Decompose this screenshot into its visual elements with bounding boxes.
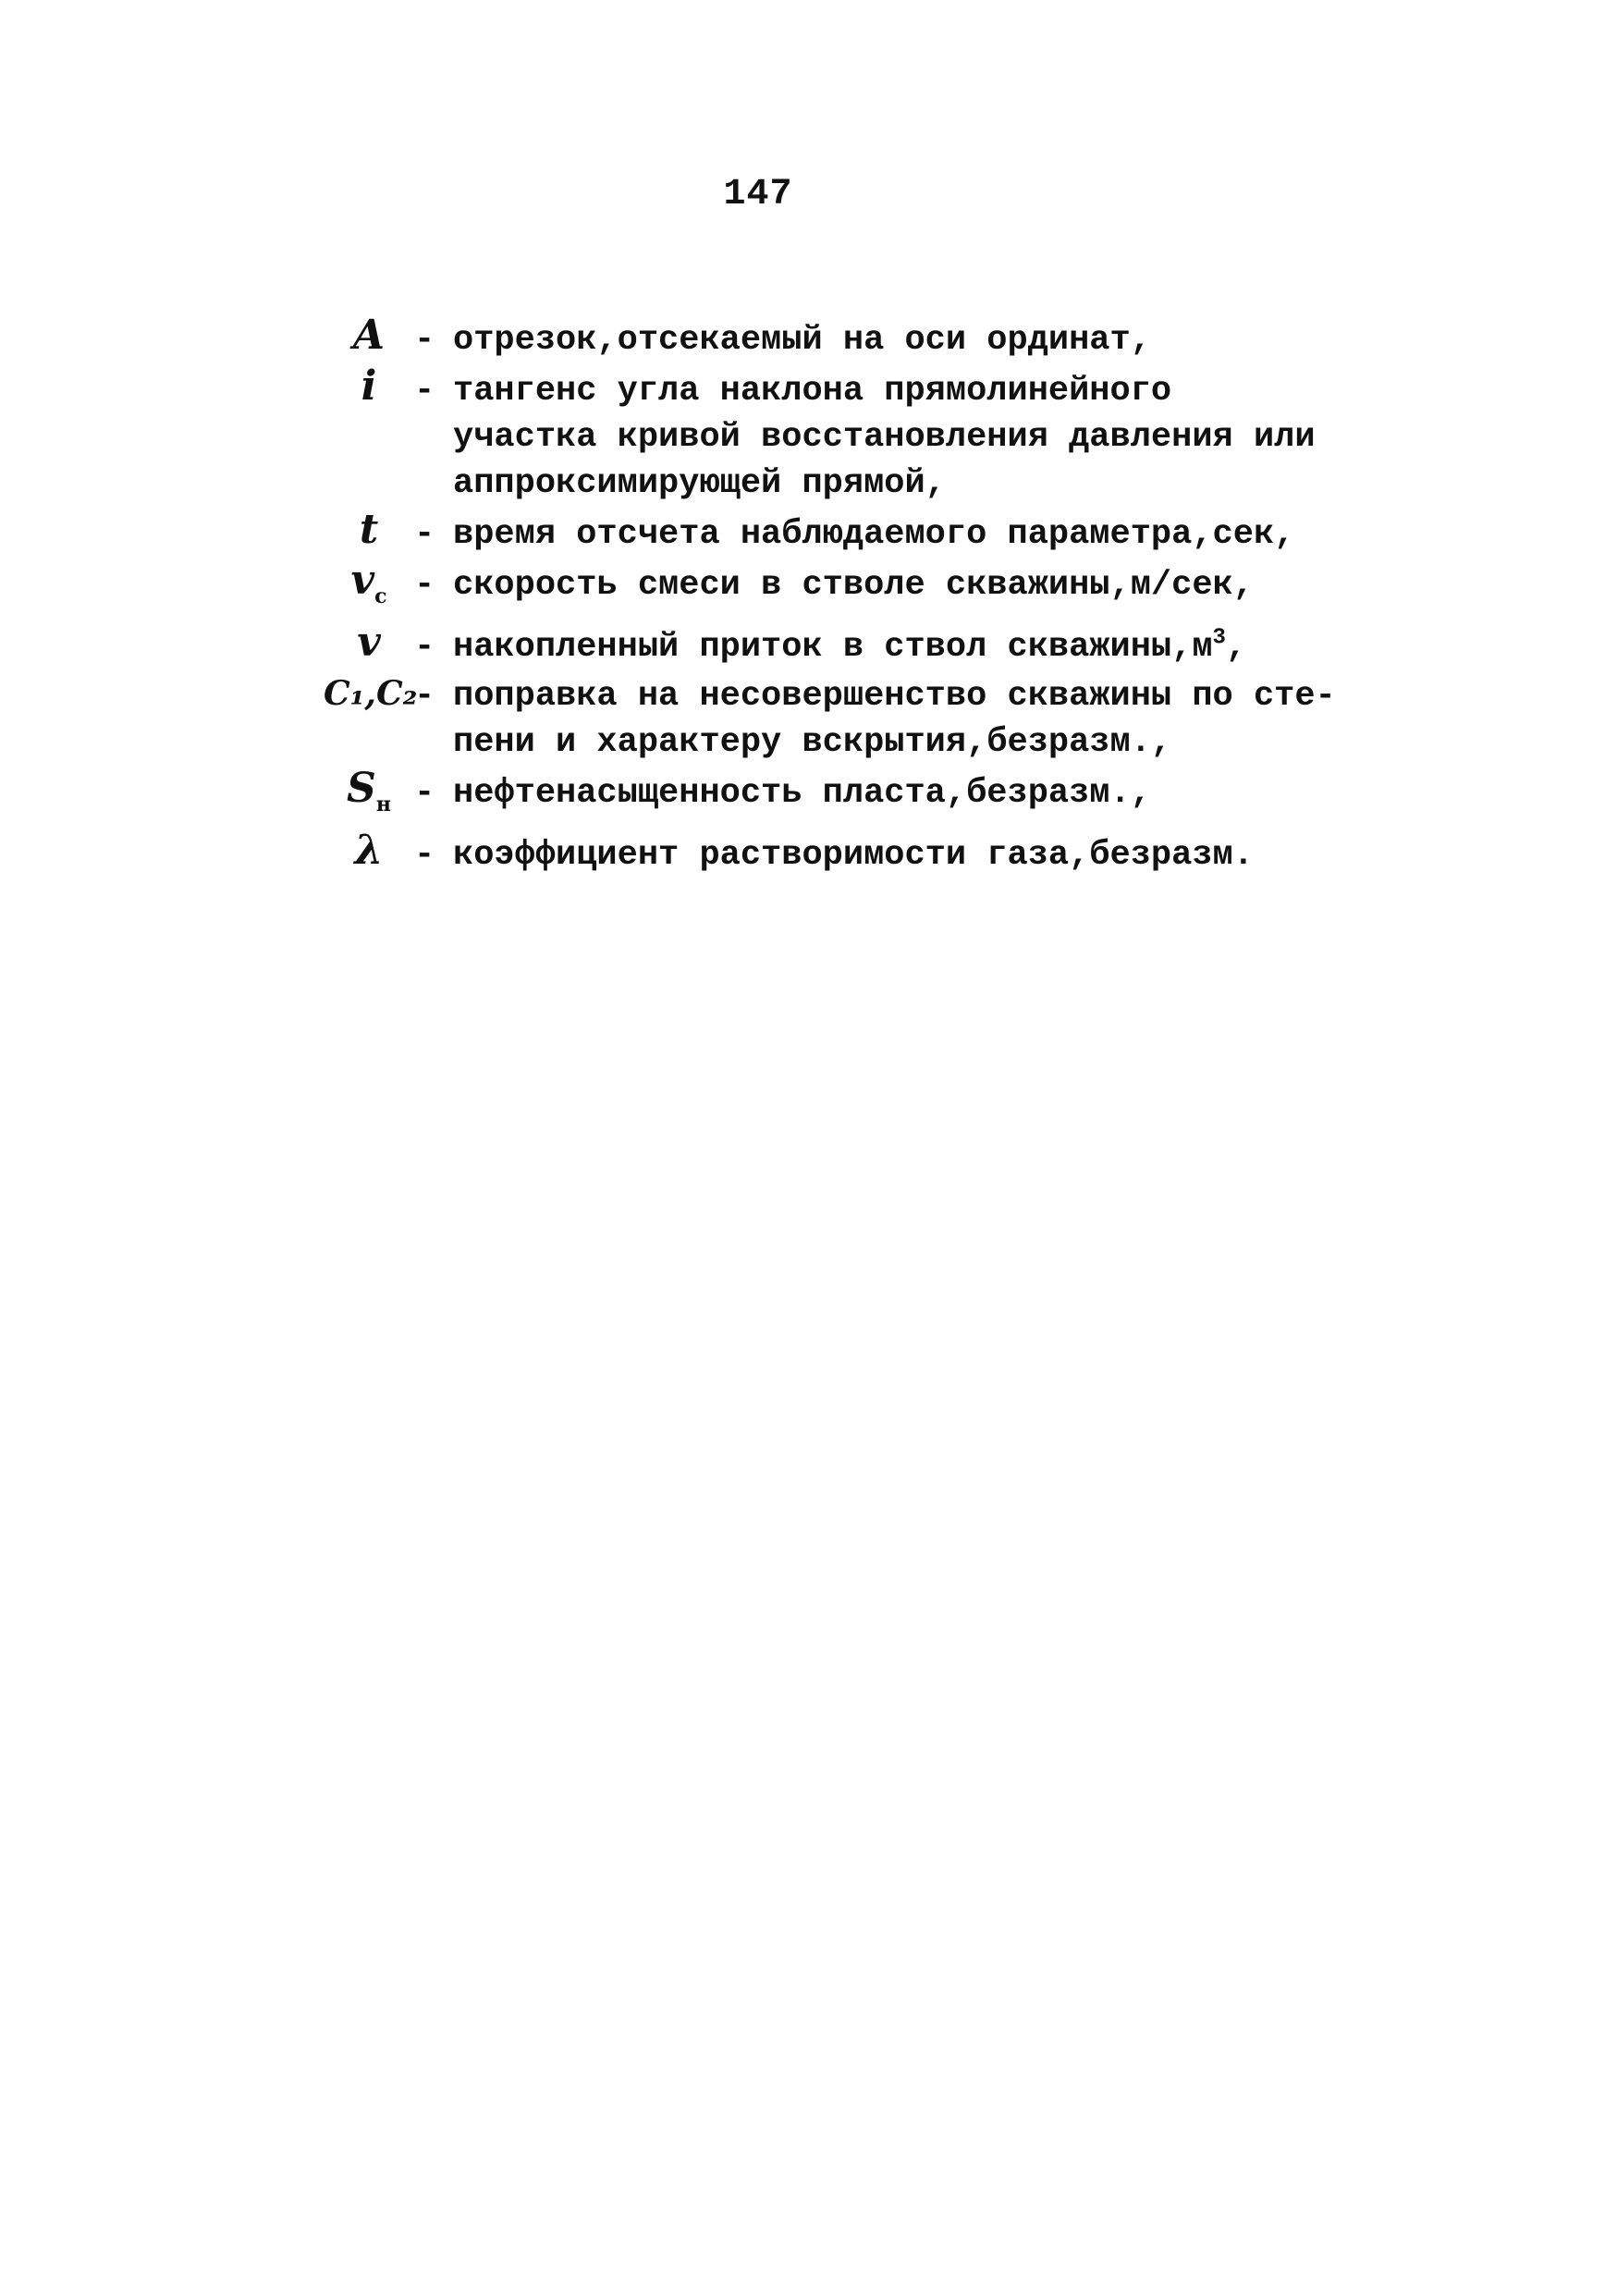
legend-symbol	[324, 558, 414, 620]
legend-symbol: C₁,C₂	[324, 673, 418, 713]
legend-symbol: λ	[354, 826, 384, 874]
description-line: время отсчета наблюдаемого параметра,сек,	[453, 515, 1295, 554]
legend-description	[453, 368, 1359, 507]
description-line: пени и характеру вскрытия,безразм.,	[453, 722, 1172, 762]
legend-dash: -	[414, 676, 435, 716]
description-tail: ,	[1225, 627, 1247, 667]
legend-description	[453, 317, 1359, 363]
legend-dash: -	[414, 773, 435, 813]
legend-symbol: v	[357, 618, 381, 666]
unit-superscript: 3	[1212, 625, 1226, 651]
legend-description	[453, 673, 1359, 766]
legend-row	[324, 766, 1359, 828]
description-line: тангенс угла наклона прямолинейного	[453, 372, 1172, 411]
legend-symbol: i	[361, 362, 377, 410]
legend-row	[324, 313, 1359, 363]
legend-row	[324, 507, 1359, 558]
description-line: скорость смеси в стволе скважины,м/сек,	[453, 566, 1254, 605]
legend-row	[324, 363, 1359, 507]
legend-symbol	[324, 766, 414, 828]
legend-description	[453, 511, 1359, 558]
description-line: аппроксимирующей прямой,	[453, 464, 946, 503]
legend-description	[453, 770, 1359, 816]
legend-row	[324, 828, 1359, 878]
legend-dash: -	[414, 627, 435, 667]
symbol-legend	[324, 313, 1359, 878]
legend-symbol: t	[359, 506, 379, 553]
description-line: участка кривой восстановления давления или	[453, 418, 1316, 457]
symbol-subscript: c	[374, 583, 387, 608]
legend-description	[453, 624, 1359, 670]
description-line: коэффициент растворимости газа,безразм.	[453, 835, 1254, 875]
legend-dash: -	[414, 566, 435, 605]
description-line	[453, 624, 1359, 670]
legend-dash: -	[414, 515, 435, 554]
symbol-subscript: н	[375, 792, 391, 816]
legend-dash: -	[414, 372, 435, 411]
legend-dash: -	[414, 321, 435, 360]
description-line: отрезок,отсекаемый на оси ординат,	[453, 321, 1151, 360]
legend-dash: -	[414, 835, 435, 875]
legend-description	[453, 832, 1359, 878]
legend-description	[453, 562, 1359, 608]
legend-symbol: A	[352, 312, 386, 359]
symbol-base: v	[350, 557, 375, 604]
page-number: 147	[723, 174, 793, 215]
description-text: накопленный приток в ствол скважины,м	[453, 627, 1213, 667]
legend-row	[324, 670, 1359, 766]
description-line: нефтенасыщенность пласта,безразм.,	[453, 773, 1151, 813]
legend-row	[324, 558, 1359, 620]
legend-row	[324, 620, 1359, 670]
symbol-base: S	[347, 764, 376, 812]
description-line: поправка на несовершенство скважины по сте-	[453, 676, 1336, 716]
